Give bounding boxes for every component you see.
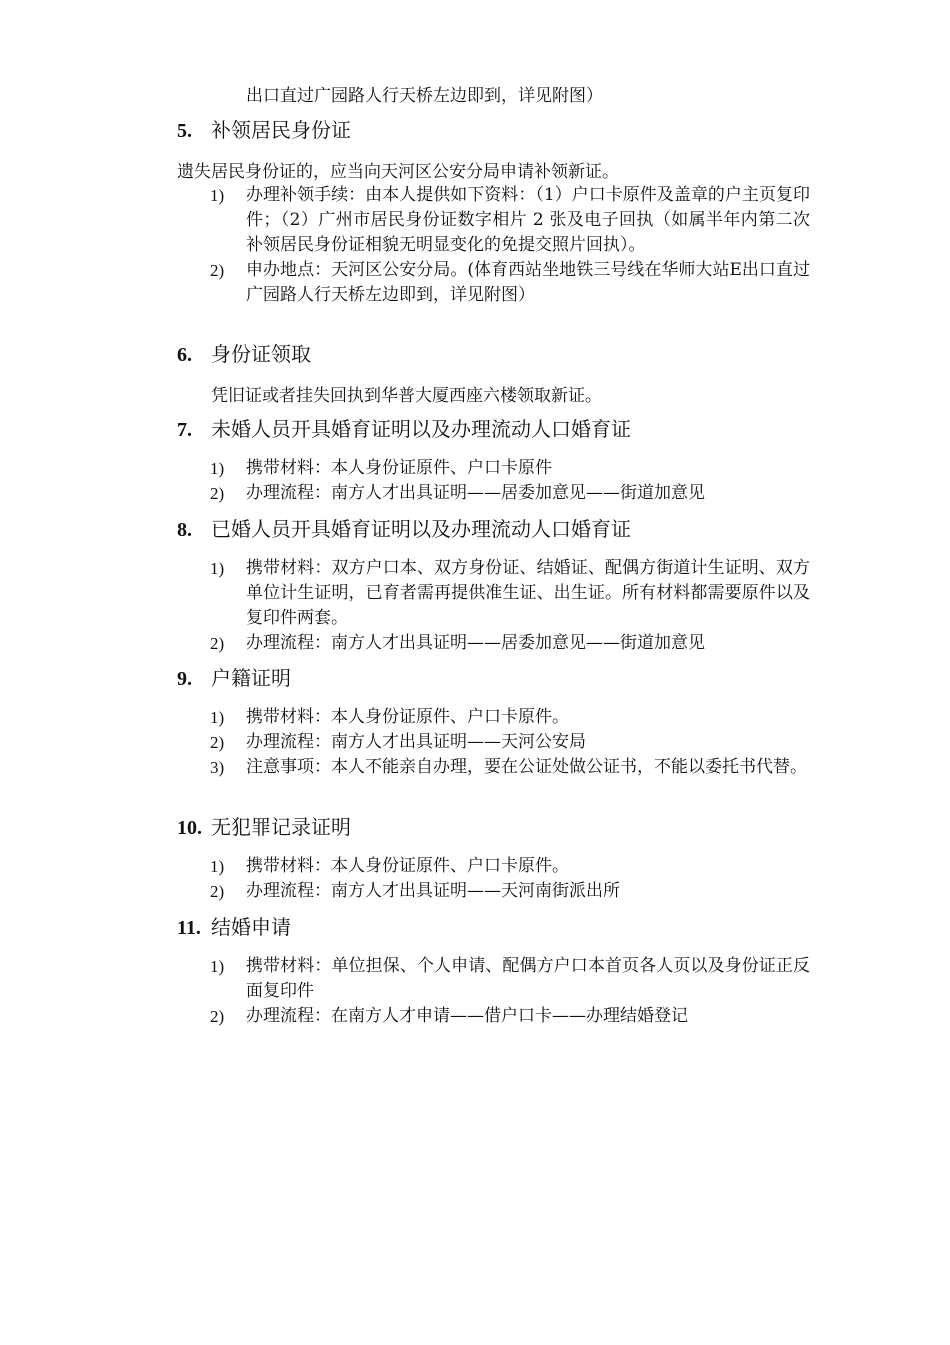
section-title: 身份证领取 (211, 342, 311, 366)
section-number: 8. (177, 519, 192, 541)
item-marker: 2) (210, 634, 225, 653)
list-item (210, 183, 810, 258)
section-title: 无犯罪记录证明 (211, 815, 351, 839)
item-marker: 1) (210, 186, 225, 205)
item-text: 申办地点：天河区公安分局。(体育西站坐地铁三号线在华师大站E出口直过广园路人行天桥左边即到，详见附图） (246, 260, 810, 305)
item-marker: 3) (210, 758, 225, 777)
item-marker: 2) (210, 261, 225, 280)
item-marker: 1) (210, 459, 225, 478)
list-item (210, 481, 810, 506)
section-number: 11. (177, 917, 201, 939)
item-text: 办理补领手续：由本人提供如下资料：（1）户口卡原件及盖章的户主页复印件；（2）广州市居民身份证数字相片 2 张及电子回执（如属半年内第二次补领居民身份证相貌无明显变化的免提交照片回执）。 (246, 185, 810, 255)
item-marker: 2) (210, 882, 225, 901)
item-marker: 1) (210, 708, 225, 727)
item-marker: 1) (210, 559, 225, 578)
item-marker: 1) (210, 857, 225, 876)
list-item (210, 854, 810, 879)
section-title: 补领居民身份证 (211, 118, 351, 142)
list-item (210, 456, 810, 481)
list-item (210, 631, 810, 656)
section-number: 10. (177, 817, 202, 839)
section-intro: 凭旧证或者挂失回执到华普大厦西座六楼领取新证。 (211, 386, 602, 406)
continuation-text: 出口直过广园路人行天桥左边即到，详见附图） (246, 86, 603, 106)
item-list (210, 183, 810, 308)
item-text: 办理流程：南方人才出具证明——居委加意见——街道加意见 (246, 483, 705, 503)
section-title: 已婚人员开具婚育证明以及办理流动人口婚育证 (211, 517, 631, 541)
item-list (210, 854, 810, 904)
item-list (210, 705, 810, 780)
section-title: 未婚人员开具婚育证明以及办理流动人口婚育证 (211, 417, 631, 441)
list-item (210, 705, 810, 730)
item-text: 办理流程：在南方人才申请——借户口卡——办理结婚登记 (246, 1006, 688, 1026)
section-title: 结婚申请 (211, 915, 291, 939)
item-marker: 2) (210, 1007, 225, 1026)
list-item (210, 258, 810, 308)
section-heading-7 (177, 415, 817, 444)
item-text: 携带材料：本人身份证原件、户口卡原件。 (246, 707, 569, 727)
section-heading-8 (177, 515, 817, 544)
section-number: 9. (177, 668, 192, 690)
list-item (210, 954, 810, 1004)
item-marker: 2) (210, 484, 225, 503)
section-number: 6. (177, 344, 192, 366)
list-item (210, 730, 810, 755)
section-number: 5. (177, 120, 192, 142)
item-text: 携带材料：本人身份证原件、户口卡原件 (246, 458, 552, 478)
item-marker: 2) (210, 733, 225, 752)
item-list (210, 954, 810, 1029)
item-text: 办理流程：南方人才出具证明——天河公安局 (246, 732, 586, 752)
list-item (210, 556, 810, 631)
list-item (210, 879, 810, 904)
section-number: 7. (177, 419, 192, 441)
section-title: 户籍证明 (211, 666, 291, 690)
item-text: 办理流程：南方人才出具证明——天河南街派出所 (246, 881, 620, 901)
section-heading-9 (177, 664, 817, 693)
section-heading-6 (177, 340, 817, 369)
item-text: 办理流程：南方人才出具证明——居委加意见——街道加意见 (246, 633, 705, 653)
item-text: 携带材料：本人身份证原件、户口卡原件。 (246, 856, 569, 876)
item-marker: 1) (210, 957, 225, 976)
item-list (210, 556, 810, 656)
item-list (210, 456, 810, 506)
list-item (210, 1004, 810, 1029)
section-heading-10 (177, 813, 817, 842)
section-heading-11 (177, 913, 817, 942)
item-text: 携带材料：单位担保、个人申请、配偶方户口本首页各人页以及身份证正反面复印件 (246, 956, 810, 1001)
list-item (210, 755, 810, 780)
item-text: 携带材料：双方户口本、双方身份证、结婚证、配偶方街道计生证明、双方单位计生证明，已育者需再提供准生证、出生证。所有材料都需要原件以及复印件两套。 (246, 558, 810, 628)
section-heading-5 (177, 116, 817, 145)
item-text: 注意事项：本人不能亲自办理，要在公证处做公证书，不能以委托书代替。 (246, 757, 807, 777)
section-intro: 遗失居民身份证的，应当向天河区公安分局申请补领新证。 (177, 162, 619, 182)
